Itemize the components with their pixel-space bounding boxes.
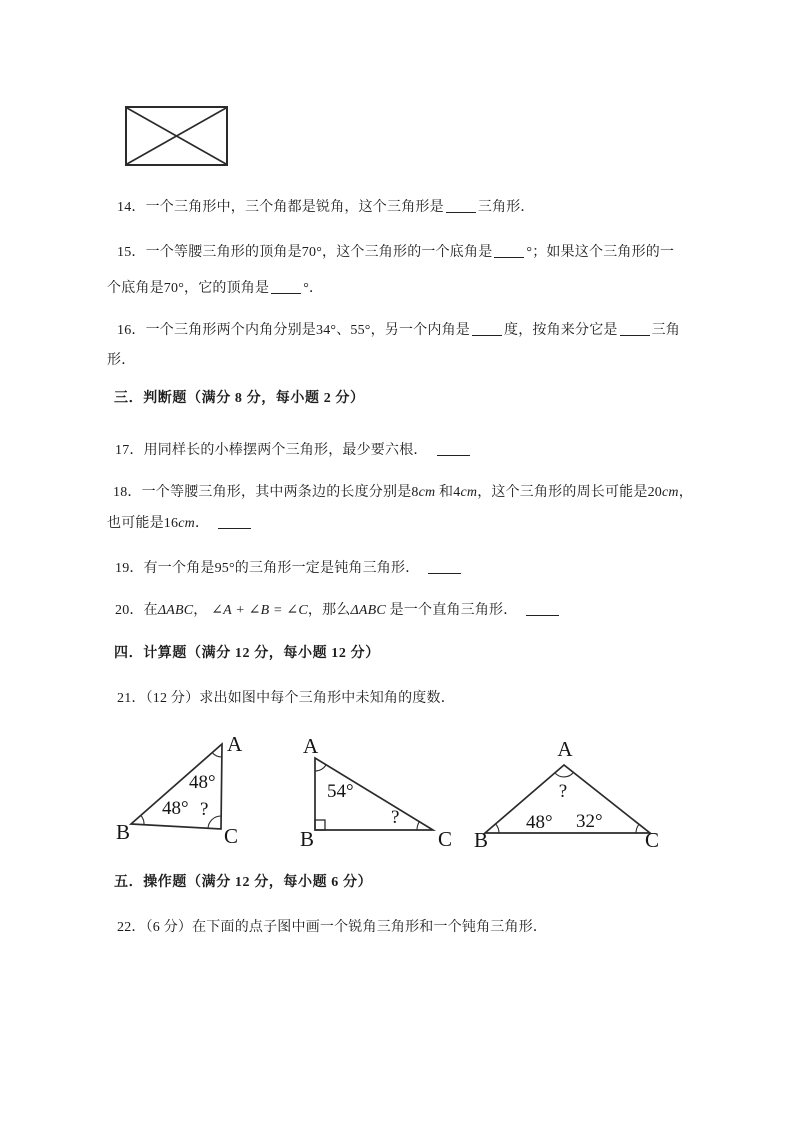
triangle-figure-3 (470, 735, 672, 860)
question-15-line-1 (117, 243, 674, 263)
answer-blank (620, 332, 650, 336)
q18-text-1: 18．一个等腰三角形，其中两条边的长度分别是8 (113, 485, 419, 500)
triangle-1-angle-at-A: 48° (189, 772, 216, 793)
section-4-header (114, 644, 380, 664)
q18-text-5: 也可能是16 (107, 516, 179, 531)
q18-unit-cm: cm (178, 516, 195, 531)
triangle-3-vertex-B-label: B (474, 828, 489, 852)
q15-text-2: °；如果这个三角形的一 (526, 245, 675, 260)
answer-blank (218, 525, 251, 529)
question-18-line-1 (113, 483, 693, 503)
triangle-1-arc-at-A (212, 753, 222, 757)
q18-unit-cm: cm (460, 485, 478, 500)
answer-blank (526, 612, 559, 616)
triangle-1-vertex-C-label: C (224, 824, 239, 848)
triangle-1-arc-at-C (208, 816, 221, 828)
question-21 (117, 689, 455, 709)
q15-text-1: 15．一个等腰三角形的顶角是70°，这个三角形的一个底角是 (117, 245, 493, 260)
section-4-title: 四．计算题（满分 12 分，每小题 12 分） (114, 646, 380, 661)
question-19 (115, 559, 463, 579)
q17-text: 17．用同样长的小棒摆两个三角形，最少要六根． (115, 443, 428, 458)
triangle-2-right-angle-mark (315, 820, 325, 830)
triangle-3-arc-at-C (636, 824, 639, 833)
triangle-1-vertex-B-label: B (116, 820, 131, 844)
q20-text-3: ，那么 (307, 603, 351, 618)
q20-math-angle-equation: ∠A + ∠B = ∠C (211, 603, 308, 618)
question-18-line-2 (107, 514, 253, 534)
answer-blank (472, 332, 502, 336)
q18-text-4: ， (678, 485, 693, 500)
triangle-3-arc-at-A (555, 772, 574, 777)
answer-blank (446, 209, 476, 213)
section-5-title: 五．操作题（满分 12 分，每小题 6 分） (114, 875, 373, 890)
triangle-3-vertex-C-label: C (645, 828, 660, 852)
triangle-1-angle-at-B: 48° (162, 798, 189, 819)
q20-text-4: 是一个直角三角形． (385, 603, 518, 618)
triangle-3-angle-at-B: 48° (526, 812, 553, 833)
question-15-line-2 (107, 279, 323, 299)
question-16-line-2 (107, 351, 135, 371)
triangle-1-arc-at-B (141, 815, 144, 824)
q18-text-2: 和4 (435, 485, 461, 500)
q21-text: 21．（12 分）求出如图中每个三角形中未知角的度数． (117, 691, 455, 706)
q18-unit-cm: cm (662, 485, 679, 500)
rectangle-with-diagonals-figure (125, 106, 229, 167)
q18-text-6: ． (194, 516, 210, 531)
triangle-2-vertex-C-label: C (438, 827, 453, 851)
answer-blank (437, 452, 470, 456)
section-3-title: 三．判断题（满分 8 分，每小题 2 分） (114, 391, 365, 406)
q15-text-4: °． (303, 281, 324, 296)
q16-text-4: 形． (107, 353, 136, 368)
q19-text: 19．有一个角是95°的三角形一定是钝角三角形． (115, 561, 420, 576)
triangle-figure-2 (290, 735, 472, 860)
answer-blank (494, 254, 524, 258)
triangle-3-vertex-A-label: A (557, 737, 573, 761)
triangle-1-angle-at-C-unknown: ? (200, 799, 209, 820)
triangle-3-angle-at-C: 32° (576, 811, 603, 832)
answer-blank (428, 570, 461, 574)
question-16-line-1 (117, 321, 680, 341)
triangle-2-arc-at-A (315, 765, 326, 771)
section-3-header (114, 389, 365, 409)
q16-text-2: 度，按角来分它是 (504, 323, 618, 338)
section-5-header (114, 873, 372, 893)
triangle-2-arc-at-C (417, 822, 419, 830)
triangle-3-outline (485, 765, 650, 833)
q16-text-3: 三角 (651, 323, 681, 338)
q16-text-1: 16．一个三角形两个内角分别是34°、55°，另一个内角是 (117, 323, 470, 338)
q22-text: 22．（6 分）在下面的点子图中画一个锐角三角形和一个钝角三角形． (117, 920, 548, 935)
question-20 (115, 601, 561, 621)
question-14 (117, 198, 535, 218)
triangle-2-vertex-B-label: B (300, 827, 315, 851)
triangle-3-angle-at-A-unknown: ? (558, 781, 568, 802)
question-17 (115, 441, 472, 461)
triangle-3-arc-at-B (496, 824, 499, 833)
triangle-2-vertex-A-label: A (303, 734, 319, 758)
q18-unit-cm: cm (418, 485, 436, 500)
answer-blank (271, 290, 301, 294)
triangle-figure-1 (110, 732, 292, 860)
q14-text-2: 三角形． (477, 200, 535, 215)
q20-math-triangle-abc: ΔABC (157, 603, 194, 618)
q20-math-triangle-abc: ΔABC (350, 603, 386, 618)
q14-text-1: 14．一个三角形中，三个角都是锐角，这个三角形是 (117, 200, 444, 215)
q15-text-3: 个底角是70°，它的顶角是 (107, 281, 270, 296)
triangle-2-angle-at-C-unknown: ? (391, 807, 400, 828)
q20-text-2: ， (193, 603, 212, 618)
q18-text-3: ，这个三角形的周长可能是20 (477, 485, 662, 500)
question-22 (117, 918, 547, 938)
triangle-1-vertex-A-label: A (227, 732, 243, 756)
q20-text-1: 20．在 (115, 603, 158, 618)
triangle-2-angle-at-A: 54° (327, 781, 354, 802)
